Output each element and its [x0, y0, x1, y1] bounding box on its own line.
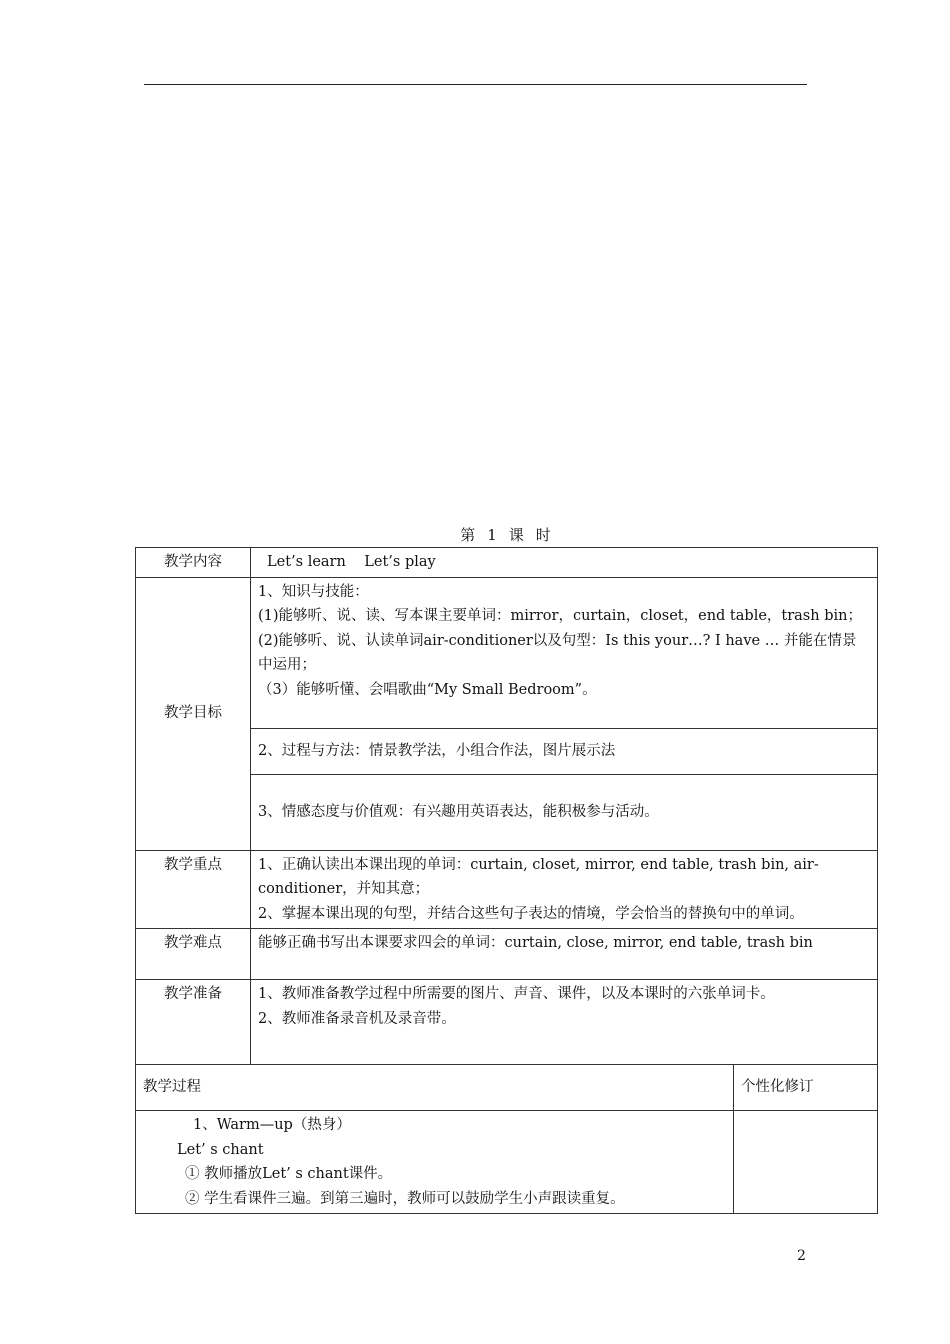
- key-point-line: 1、正确认读出本课出现的单词：curtain, closet, mirror, end table, trash bin, air-conditioner，并知其意；: [258, 856, 819, 897]
- process-label: 教学过程: [136, 1065, 734, 1111]
- table-row: [136, 1065, 878, 1111]
- key-point-line: 2、掌握本课出现的句型，并结合这些句子表达的情境，学会恰当的替换句中的单词。: [258, 905, 804, 922]
- table-row: [136, 929, 878, 980]
- lesson-title-part: 时: [535, 526, 551, 544]
- process-line: ① 教师播放Let’ s chant课件。: [185, 1166, 393, 1182]
- objectives-block3: 3、情感态度与价值观：有兴趣用英语表达，能积极参与活动。: [251, 774, 878, 850]
- process-line: 1、Warm—up（热身）: [193, 1117, 351, 1133]
- table-row: [136, 980, 878, 1065]
- objectives-block2: 2、过程与方法：情景教学法，小组合作法，图片展示法: [251, 728, 878, 774]
- difficulties-value: 能够正确书写出本课要求四会的单词：curtain, close, mirror, end table, trash bin: [251, 929, 878, 980]
- preparation-value: [251, 980, 878, 1065]
- content-value: Let’s learn Let’s play: [251, 548, 878, 578]
- process-line: Let’ s chant: [177, 1141, 264, 1158]
- table-row: [136, 577, 878, 728]
- key-points-label: 教学重点: [136, 850, 251, 929]
- revision-label: 个性化修订: [734, 1065, 878, 1111]
- table-row: [136, 548, 878, 578]
- preparation-line: 1、教师准备教学过程中所需要的图片、声音、课件，以及本课时的六张单词卡。: [258, 986, 775, 1002]
- objective-line: （3）能够听懂、会唱歌曲“My Small Bedroom”。: [258, 681, 597, 698]
- lesson-title-part: 课: [508, 526, 524, 544]
- process-content: [136, 1111, 734, 1214]
- objectives-block1: [251, 577, 878, 728]
- objective-line: 1、知识与技能：: [258, 583, 369, 600]
- lesson-title-part: 1: [487, 526, 497, 544]
- page-number: 2: [797, 1248, 806, 1264]
- table-row: [136, 850, 878, 929]
- objectives-label: 教学目标: [136, 577, 251, 850]
- lesson-title-part: 第: [460, 526, 476, 544]
- key-points-value: [251, 850, 878, 929]
- process-line: ② 学生看课件三遍。到第三遍时，教师可以鼓励学生小声跟读重复。: [185, 1190, 625, 1207]
- lesson-plan-table: [135, 547, 878, 1214]
- content-label: 教学内容: [136, 548, 251, 578]
- objective-line: (1)能够听、说、读、写本课主要单词：mirror，curtain，closet，end table，trash bin；: [258, 608, 862, 624]
- table-row: [136, 1111, 878, 1214]
- preparation-line: 2、教师准备录音机及录音带。: [258, 1010, 456, 1027]
- preparation-label: 教学准备: [136, 980, 251, 1065]
- objective-line: (2)能够听、说、认读单词air-conditioner以及句型：Is this your…? I have … 并能在情景中运用；: [258, 632, 857, 673]
- lesson-title: [135, 524, 876, 545]
- revision-cell: [734, 1111, 878, 1214]
- header-rule: [144, 84, 807, 85]
- difficulties-label: 教学难点: [136, 929, 251, 980]
